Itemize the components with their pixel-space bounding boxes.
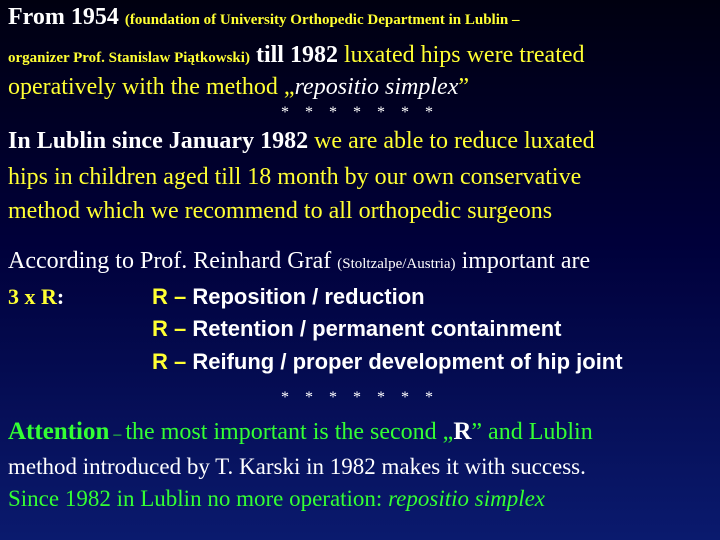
p2-rest1: we are able to reduce luxated [314,128,595,154]
separator-stars-2: * * * * * * * [281,389,439,406]
p3-intro-line [8,248,590,275]
p1-line2 [8,42,585,69]
p2-line2: hips in children aged till 18 month by our own conservative [8,164,582,190]
p1-line1 [8,4,519,31]
p1-method: repositio simplex [294,74,459,100]
p1-rest: luxated hips were treated [343,42,585,68]
p1-line3 [8,74,469,101]
p2-line1 [8,128,595,155]
p1-organizer: organizer Prof. Stanislaw Piątkowski) [8,50,250,66]
r-item-letter: R [152,316,168,341]
p1-line3b: ” [458,74,470,100]
r-item-dash: – [167,316,193,341]
p3-label [8,284,64,310]
p3-label-colon: : [56,284,65,309]
p4-r: R [453,418,472,445]
p4-line3a: Since 1982 in Lublin no more operation: [8,486,389,511]
separator-stars-1: * * * * * * * [281,104,439,121]
p4-dash: – [109,426,126,443]
p3-intro: According to Prof. Reinhard Graf [8,248,332,274]
r-item-dash: – [167,349,193,374]
p1-line3a: operatively with the method „ [8,74,295,100]
p3-tail: important are [461,248,591,274]
p1-paren: (foundation of University Orthopedic Department in Lublin – [124,12,520,28]
r-item-letter: R [152,284,168,309]
p4-text1: the most important is the second „ [125,419,454,445]
p2-lead: In Lublin since January 1982 [8,128,309,154]
p2-line3: method which we recommend to all orthopedic surgeons [8,198,553,224]
p4-attention: Attention [8,418,110,445]
r-item-dash: – [167,284,193,309]
r-item-text: Retention / permanent containment [192,316,562,341]
p3-label-num: 3 x [8,284,41,309]
r-item-1 [152,284,425,310]
p3-location: (Stoltzalpe/Austria) [337,256,456,272]
p1-till: till 1982 [255,42,338,68]
r-item-2 [152,316,562,342]
p3-label-r: R [41,284,57,309]
r-item-text: Reposition / reduction [192,284,425,309]
p4-line2: method introduced by T. Karski in 1982 makes it with success. [8,454,586,479]
r-item-3 [152,349,623,375]
p4-text2: ” and Lublin [471,419,593,445]
p1-from: From 1954 [8,4,119,30]
p4-line3b: repositio simplex [388,486,546,511]
r-item-letter: R [152,349,168,374]
p4-line3 [8,486,545,512]
r-item-text: Reifung / proper development of hip joint [192,349,623,374]
p4-line1 [8,418,593,446]
